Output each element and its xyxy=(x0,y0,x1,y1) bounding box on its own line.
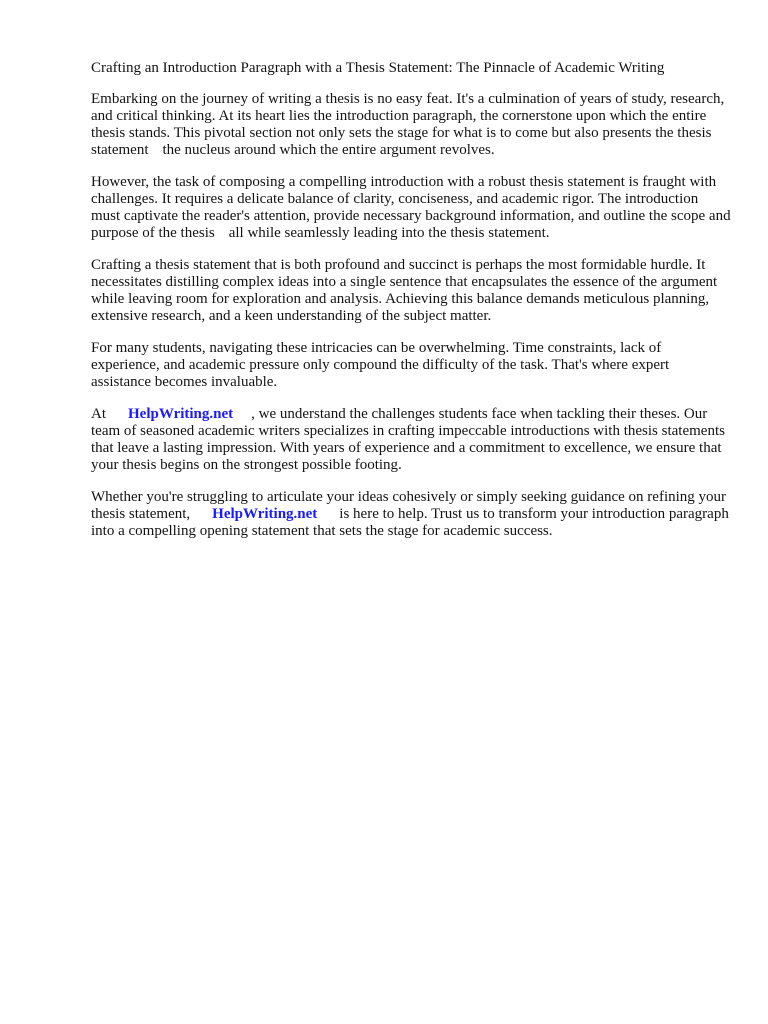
helpwriting-link[interactable]: HelpWriting.net xyxy=(128,406,234,422)
paragraph-5-text-a: At xyxy=(91,406,106,422)
paragraph-2-text-a: However, the task of composing a compelling introduction with a robust thesis statement is fraught with challenges. It requires a delicate balance of clarity, conciseness, and academic rigor. The introduction must captivate the reader's attention, provide necessary background information, and outline the scope and purpose of the thesis xyxy=(91,174,731,241)
paragraph-1-text-b: the nucleus around which the entire argument revolves. xyxy=(162,142,495,158)
document-page xyxy=(91,60,731,555)
paragraph-2 xyxy=(91,174,731,242)
paragraph-6 xyxy=(91,489,731,540)
paragraph-1-text-a: Embarking on the journey of writing a thesis is no easy feat. It's a culmination of years of study, research, and critical thinking. At its heart lies the introduction paragraph, the cornerstone upon which the entire thesis stands. This pivotal section not only sets the stage for what is to come but also presents the thesis statement xyxy=(91,91,725,158)
paragraph-1 xyxy=(91,91,731,159)
paragraph-6-text-b: is here to help. Trust us to transform your introduction paragraph into a compelling opening statement that sets the stage for academic success. xyxy=(91,506,729,539)
paragraph-5 xyxy=(91,406,731,474)
paragraph-2-text-b: all while seamlessly leading into the thesis statement. xyxy=(228,225,550,241)
document-title: Crafting an Introduction Paragraph with a Thesis Statement: The Pinnacle of Academic Writing xyxy=(91,60,665,76)
helpwriting-link[interactable]: HelpWriting.net xyxy=(212,506,318,522)
paragraph-6-text-a: Whether you're struggling to articulate your ideas cohesively or simply seeking guidance on refining your thesis statement, xyxy=(91,489,727,522)
paragraph-3: Crafting a thesis statement that is both profound and succinct is perhaps the most formidable hurdle. It necessitates distilling complex ideas into a single sentence that encapsulates the essence of the argument while leaving room for exploration and analysis. Achieving this balance demands meticulous planning, extensive research, and a keen understanding of the subject matter. xyxy=(91,257,718,324)
paragraph-4: For many students, navigating these intricacies can be overwhelming. Time constraints, lack of experience, and academic pressure only compound the difficulty of the task. That's where expert assistance becomes invaluable. xyxy=(91,340,670,390)
paragraph-5-text-b: , we understand the challenges students face when tackling their theses. Our team of seasoned academic writers specializes in crafting impeccable introductions with thesis statements that leave a lasting impression. With years of experience and a commitment to excellence, we ensure that your thesis begins on the strongest possible footing. xyxy=(91,406,725,473)
